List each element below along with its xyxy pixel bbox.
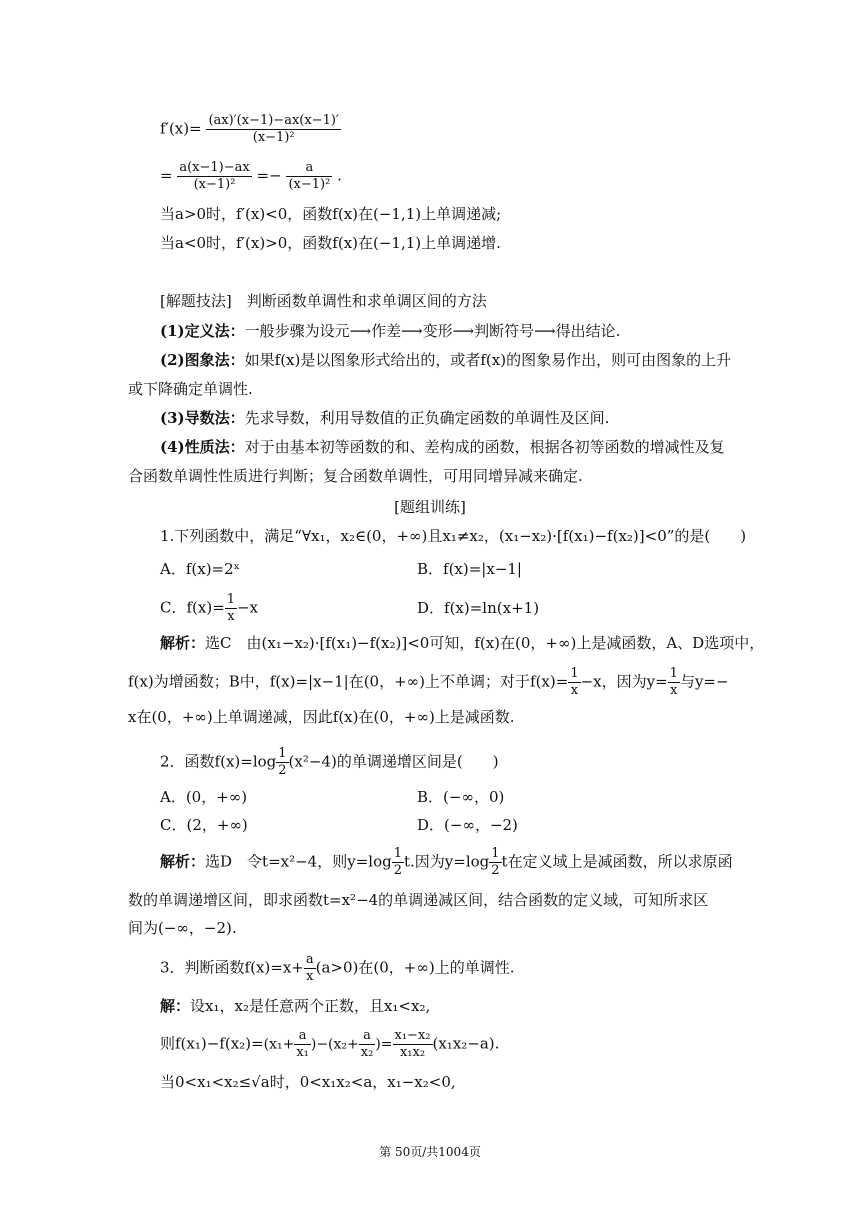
fraction-numerator: a xyxy=(286,160,332,177)
solution-text: 则f(x₁)−f(x₂)= xyxy=(160,1034,264,1053)
q1-solution-line-3: x在(0，+∞)上单调递减，因此f(x)在(0，+∞)上是减函数. xyxy=(128,708,515,726)
fraction-denominator: 2 xyxy=(393,863,402,878)
method-3 xyxy=(160,407,609,429)
q3-solution-line-1 xyxy=(160,995,430,1017)
fraction-numerator: 1 xyxy=(278,746,287,761)
fraction-numerator: 1 xyxy=(491,846,500,861)
derivative-line-2 xyxy=(160,160,342,193)
question-1-stem: 1.下列函数中，满足“∀x₁，x₂∈(0，+∞)且x₁≠x₂，(x₁−x₂)·[f(x₁)−f(x₂)]<0”的是( ) xyxy=(160,527,747,545)
q3-solution-line-3: 当0<x₁<x₂≤√a时，0<x₁x₂<a，x₁−x₂<0, xyxy=(160,1073,456,1091)
derivative-fraction-3 xyxy=(286,160,332,193)
fraction-denominator: x₁ xyxy=(296,1045,309,1060)
stem-text: 2．函数f(x)=log xyxy=(160,752,277,771)
inline-fraction xyxy=(304,952,316,985)
fraction-numerator: 1 xyxy=(393,846,402,861)
derivative-line-1 xyxy=(160,113,341,146)
minus-sign: =− xyxy=(256,166,282,185)
solution-label: 解析： xyxy=(160,852,206,871)
derivative-fraction-2 xyxy=(177,160,251,193)
solution-text: 与y=− xyxy=(679,672,729,691)
training-title: [题组训练] xyxy=(394,498,466,516)
solution-text: 选D 令t=x²−4，则y=log xyxy=(205,852,392,871)
stem-text: (a>0)在(0，+∞)上的单调性. xyxy=(315,958,515,977)
q1-solution-line-2 xyxy=(128,666,729,699)
fraction-numerator: 1 xyxy=(570,666,579,681)
case-negative-a: 当a<0时，f′(x)>0，函数f(x)在(−1,1)上单调递增. xyxy=(160,234,501,252)
fraction-denominator: x₂ xyxy=(360,1045,374,1060)
method-1 xyxy=(160,320,620,342)
fraction-denominator: (x−1)² xyxy=(288,177,331,192)
solution-text: f(x)为增函数；B中，f(x)=|x−1|在(0，+∞)上不单调；对于f(x)= xyxy=(128,672,569,691)
method-2 xyxy=(160,349,731,371)
stem-text: 3．判断函数f(x)=x+ xyxy=(160,958,304,977)
inline-fraction xyxy=(359,1028,376,1061)
solution-text: −x，因为y= xyxy=(580,672,668,691)
option-c-fraction xyxy=(225,592,237,625)
q1-solution-line-1 xyxy=(160,632,764,654)
fraction-numerator: (ax)′(x−1)−ax(x−1)′ xyxy=(208,113,339,128)
q2-option-b: B．(−∞，0) xyxy=(417,788,505,806)
q2-option-a: A．(0，+∞) xyxy=(160,788,248,806)
method-2-text: 如果f(x)是以图象形式给出的，或者f(x)的图象易作出，则可由图象的上升 xyxy=(244,351,732,369)
case-positive-a: 当a>0时，f′(x)<0，函数f(x)在(−1,1)上单调递减; xyxy=(160,205,502,223)
solution-text: 选C 由(x₁−x₂)·[f(x₁)−f(x₂)]<0可知，f(x)在(0，+∞)上是减函数，A、D选项中， xyxy=(205,634,765,652)
question-2-stem xyxy=(160,746,499,779)
inline-fraction xyxy=(668,666,680,699)
q1-option-b: B．f(x)=|x−1| xyxy=(417,560,522,578)
solution-text: 设x₁，x₂是任意两个正数，且x₁<x₂, xyxy=(190,997,431,1015)
method-1-text: 一般步骤为设元⟶作差⟶变形⟶判断符号⟶得出结论. xyxy=(244,322,621,340)
paren-term: )= xyxy=(375,1036,393,1053)
solution-text: t.因为y=log xyxy=(403,852,490,871)
derivative-lhs: f′(x)= xyxy=(160,119,202,138)
fraction-denominator: (x−1)² xyxy=(252,130,295,145)
fraction-denominator: (x−1)² xyxy=(193,177,236,192)
stem-text: (x²−4)的单调递增区间是( ) xyxy=(288,752,499,771)
fraction-denominator: 2 xyxy=(491,863,500,878)
page-footer: 第 50页/共1004页 xyxy=(379,1145,481,1159)
fraction-denominator: x xyxy=(227,609,235,624)
derivative-fraction xyxy=(206,113,340,146)
method-1-label: (1)定义法： xyxy=(160,322,245,340)
q2-option-d: D．(−∞，−2) xyxy=(417,816,518,834)
method-2-continued: 或下降确定单调性. xyxy=(128,380,253,398)
fraction-numerator: a xyxy=(294,1028,311,1045)
inline-fraction xyxy=(393,1028,433,1061)
paren-term: )−(x₂+ xyxy=(310,1036,359,1053)
solution-text: (x₁x₂−a). xyxy=(432,1034,500,1053)
fraction-numerator: a xyxy=(359,1028,376,1045)
fraction-denominator: x xyxy=(570,683,579,698)
fraction-denominator: 2 xyxy=(278,763,287,778)
q2-solution-line-2: 数的单调递增区间，即求函数t=x²−4的单调递减区间，结合函数的定义域，可知所求区 xyxy=(128,891,709,909)
log-base-fraction xyxy=(392,846,404,879)
fraction-denominator: x xyxy=(670,683,678,698)
solution-label: 解析： xyxy=(160,634,206,652)
paren-term: (x₁+ xyxy=(263,1036,295,1053)
fraction-numerator: 1 xyxy=(669,666,678,681)
inline-fraction xyxy=(294,1028,311,1061)
fraction-numerator: x₁−x₂ xyxy=(394,1028,431,1043)
method-4 xyxy=(160,436,725,458)
fraction-denominator: x₁x₂ xyxy=(399,1045,426,1060)
fraction-numerator: a(x−1)−ax xyxy=(179,160,250,175)
fraction-numerator: a xyxy=(305,952,314,967)
equals-sign: = xyxy=(160,166,173,185)
inline-fraction xyxy=(568,666,580,699)
q2-option-c: C．(2，+∞) xyxy=(160,816,248,834)
q2-solution-line-3: 间为(−∞，−2). xyxy=(128,919,237,937)
q1-option-d: D．f(x)=ln(x+1) xyxy=(417,599,540,617)
q1-option-c xyxy=(160,592,258,625)
solution-label: 解： xyxy=(160,997,191,1015)
method-3-label: (3)导数法： xyxy=(160,409,245,427)
method-4-continued: 合函数单调性性质进行判断；复合函数单调性，可用同增异减来确定. xyxy=(128,467,583,485)
technique-header: [解题技法] 判断函数单调性和求单调区间的方法 xyxy=(160,292,487,310)
period: . xyxy=(337,166,342,185)
method-4-text: 对于由基本初等函数的和、差构成的函数，根据各初等函数的增减性及复 xyxy=(244,438,725,456)
method-2-label: (2)图象法： xyxy=(160,351,245,369)
solution-text: t在定义域上是减函数，所以求原函 xyxy=(501,852,733,871)
q1-option-a: A．f(x)=2ˣ xyxy=(160,560,241,578)
log-base-fraction xyxy=(276,746,288,779)
option-c-suffix: −x xyxy=(237,598,259,617)
fraction-numerator: 1 xyxy=(226,592,236,607)
log-base-fraction xyxy=(489,846,501,879)
fraction-denominator: x xyxy=(306,969,314,984)
method-3-text: 先求导数，利用导数值的正负确定函数的单调性及区间. xyxy=(244,409,610,427)
option-c-prefix: C．f(x)= xyxy=(160,598,225,617)
q3-solution-line-2 xyxy=(160,1028,499,1061)
question-3-stem xyxy=(160,952,514,985)
q2-solution-line-1 xyxy=(160,846,733,879)
method-4-label: (4)性质法： xyxy=(160,438,245,456)
